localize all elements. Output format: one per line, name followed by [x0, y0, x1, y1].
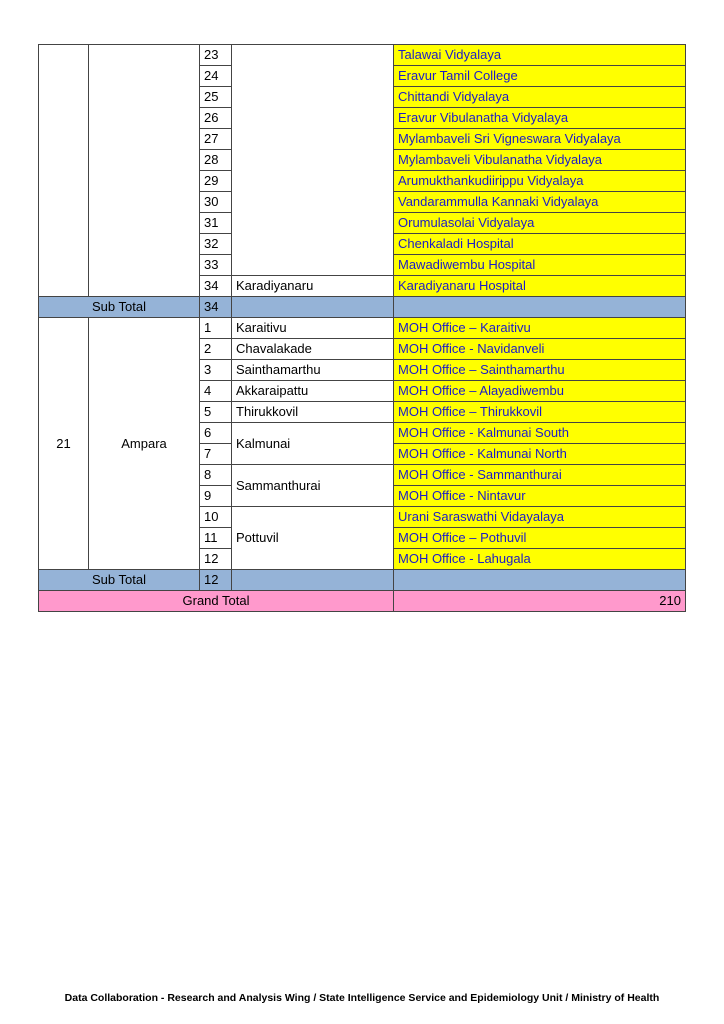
subtotal-empty	[394, 297, 686, 318]
row-number: 12	[200, 549, 232, 570]
location-cell: MOH Office – Thirukkovil	[394, 402, 686, 423]
subtotal-row	[39, 570, 686, 591]
row-number: 29	[200, 171, 232, 192]
location-cell: Orumulasolai Vidyalaya	[394, 213, 686, 234]
district-cell: Ampara	[89, 318, 200, 570]
location-cell: Mawadiwembu Hospital	[394, 255, 686, 276]
location-cell: Vandarammulla Kannaki Vidyalaya	[394, 192, 686, 213]
row-number: 5	[200, 402, 232, 423]
moh-area-cell: Thirukkovil	[232, 402, 394, 423]
row-number: 24	[200, 66, 232, 87]
row-number: 26	[200, 108, 232, 129]
location-cell: MOH Office – Karaitivu	[394, 318, 686, 339]
row-number: 23	[200, 45, 232, 66]
row-number: 7	[200, 444, 232, 465]
location-cell: MOH Office - Navidanveli	[394, 339, 686, 360]
subtotal-value: 12	[200, 570, 232, 591]
subtotal-value: 34	[200, 297, 232, 318]
location-cell: MOH Office – Pothuvil	[394, 528, 686, 549]
location-cell: MOH Office - Nintavur	[394, 486, 686, 507]
district-cell	[89, 45, 200, 297]
row-number: 2	[200, 339, 232, 360]
subtotal-row	[39, 297, 686, 318]
moh-area-cell: Sainthamarthu	[232, 360, 394, 381]
subtotal-empty	[394, 570, 686, 591]
row-number: 33	[200, 255, 232, 276]
row-number: 27	[200, 129, 232, 150]
location-cell: Talawai Vidyalaya	[394, 45, 686, 66]
location-cell: MOH Office - Kalmunai South	[394, 423, 686, 444]
location-cell: Chenkaladi Hospital	[394, 234, 686, 255]
subtotal-empty	[232, 297, 394, 318]
moh-area-cell: Kalmunai	[232, 423, 394, 465]
location-cell: Mylambaveli Vibulanatha Vidyalaya	[394, 150, 686, 171]
table-row	[39, 45, 686, 66]
row-number: 4	[200, 381, 232, 402]
moh-area-cell: Pottuvil	[232, 507, 394, 570]
location-cell: Eravur Tamil College	[394, 66, 686, 87]
location-cell: MOH Office - Lahugala	[394, 549, 686, 570]
table-row	[39, 318, 686, 339]
location-cell: Urani Saraswathi Vidayalaya	[394, 507, 686, 528]
row-number: 6	[200, 423, 232, 444]
location-cell: Karadiyanaru Hospital	[394, 276, 686, 297]
row-number: 11	[200, 528, 232, 549]
location-cell: MOH Office - Sammanthurai	[394, 465, 686, 486]
row-number: 3	[200, 360, 232, 381]
location-cell: Chittandi Vidyalaya	[394, 87, 686, 108]
subtotal-label: Sub Total	[39, 297, 200, 318]
moh-area-cell: Karaitivu	[232, 318, 394, 339]
centers-table	[38, 44, 686, 612]
location-cell: Mylambaveli Sri Vigneswara Vidyalaya	[394, 129, 686, 150]
subtotal-label: Sub Total	[39, 570, 200, 591]
row-number: 10	[200, 507, 232, 528]
row-number: 8	[200, 465, 232, 486]
moh-area-cell: Akkaraipattu	[232, 381, 394, 402]
moh-area-cell: Chavalakade	[232, 339, 394, 360]
row-number: 9	[200, 486, 232, 507]
row-number: 30	[200, 192, 232, 213]
location-cell: MOH Office - Kalmunai North	[394, 444, 686, 465]
row-number: 1	[200, 318, 232, 339]
page-footer: Data Collaboration - Research and Analysis Wing / State Intelligence Service and Epidemiology Unit / Ministry of Health	[64, 992, 660, 1004]
district-no-cell	[39, 45, 89, 297]
subtotal-empty	[232, 570, 394, 591]
location-cell: MOH Office – Sainthamarthu	[394, 360, 686, 381]
moh-area-cell	[232, 45, 394, 276]
row-number: 28	[200, 150, 232, 171]
location-cell: MOH Office – Alayadiwembu	[394, 381, 686, 402]
district-no-cell: 21	[39, 318, 89, 570]
grand-total-label: Grand Total	[39, 591, 394, 612]
location-cell: Eravur Vibulanatha Vidyalaya	[394, 108, 686, 129]
row-number: 25	[200, 87, 232, 108]
location-cell: Arumukthankudiirippu Vidyalaya	[394, 171, 686, 192]
moh-area-cell: Karadiyanaru	[232, 276, 394, 297]
grand-total-row	[39, 591, 686, 612]
moh-area-cell: Sammanthurai	[232, 465, 394, 507]
row-number: 32	[200, 234, 232, 255]
grand-total-value: 210	[394, 591, 686, 612]
row-number: 34	[200, 276, 232, 297]
row-number: 31	[200, 213, 232, 234]
